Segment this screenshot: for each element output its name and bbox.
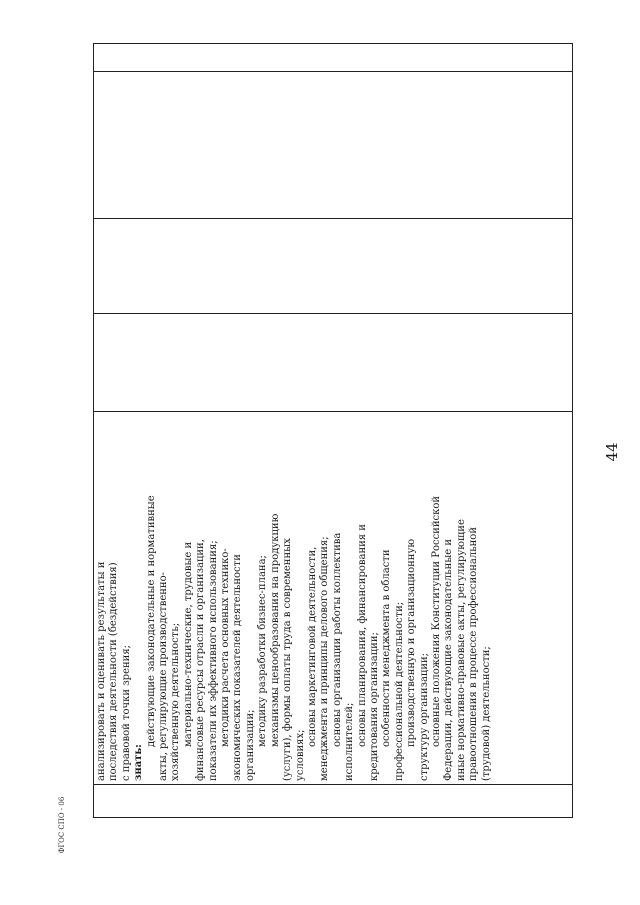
- content-line: анализировать и оценивать результаты и: [96, 561, 107, 781]
- content-line: основы планирования, финансирования и: [356, 524, 368, 747]
- content-line: (услуги), формы оплаты труда в современных: [282, 538, 294, 781]
- content-line: финансовые ресурсы отрасли и организации,: [195, 539, 207, 781]
- content-line: материально-технические, трудовые и: [182, 541, 194, 747]
- empty-cell: [94, 219, 573, 314]
- content-line: действующие законодательные и нормативные: [145, 495, 157, 747]
- curriculum-table: [93, 43, 573, 818]
- content-line: основные положения Конституции Российской: [430, 495, 442, 747]
- empty-cell: [94, 72, 573, 219]
- content-line: организации;: [244, 709, 256, 781]
- content-line: иные нормативно-правовые акты, регулирующие: [455, 519, 467, 781]
- content-line: механизмы ценообразования на продукцию: [269, 513, 281, 747]
- content-line: методику разработки бизнес-плана;: [257, 555, 269, 747]
- page-number: 44: [603, 442, 621, 462]
- content-line: менеджмента и принципы делового общения;: [319, 536, 331, 781]
- content-cell: [94, 412, 573, 785]
- content-line: основы организации работы коллектива: [331, 532, 343, 747]
- content-line: профессиональной деятельности;: [393, 601, 405, 781]
- content-line: методики расчета основных технико-: [220, 548, 232, 747]
- content-line: производственную и организационную: [406, 538, 418, 747]
- content-line: показатели их эффективного использования;: [207, 540, 219, 781]
- content-line: исполнителей;: [344, 702, 356, 781]
- empty-cell: [94, 314, 573, 412]
- content-line: акты, регулирующие производственно-: [158, 572, 170, 781]
- content-line: знать:: [133, 744, 145, 781]
- content-lines: [96, 415, 493, 781]
- content-line: правоотношения в процессе профессиональной: [468, 527, 480, 781]
- content-line: кредитования организации;: [368, 632, 380, 781]
- content-line: условиях;: [294, 729, 306, 781]
- content-line: Федерации, действующие законодательные и: [443, 538, 455, 781]
- rotated-table-container: [93, 43, 573, 818]
- content-line: особенности менеджмента в области: [381, 549, 393, 747]
- empty-cell: [94, 44, 573, 72]
- content-line: последствия деятельности (бездействия): [108, 562, 120, 781]
- content-line: с правовой точки зрения;: [120, 645, 132, 781]
- table-row: [94, 44, 573, 818]
- content-line: основы маркетинговой деятельности,: [306, 546, 318, 747]
- footer-code: ФГОС СПО - 06: [58, 796, 66, 854]
- content-line: (трудовой) деятельности;: [480, 646, 492, 781]
- content-line: структуру организации;: [418, 652, 430, 781]
- index-cell: [94, 785, 573, 818]
- content-line: хозяйственную деятельность;: [170, 622, 182, 781]
- content-line: экономических показателей деятельности: [232, 554, 244, 781]
